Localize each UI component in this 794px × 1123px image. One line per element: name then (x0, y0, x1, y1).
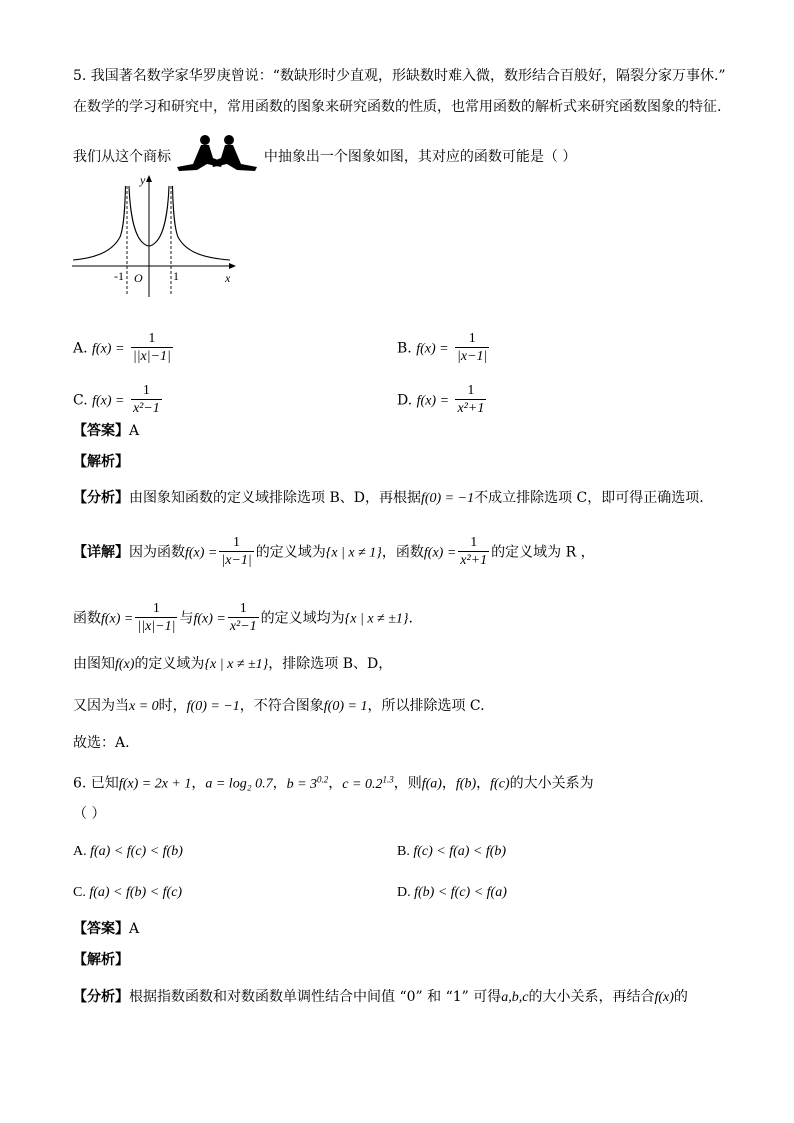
xj3-text-c: ，排除选项 B、D， (268, 656, 393, 672)
q5-stem-line2: 在数学的学习和研究中，常用函数的图象来研究函数的性质，也常用函数的解析式来研究函数图象的特征. (73, 99, 722, 115)
fraction-denominator: |x−1| (457, 349, 488, 364)
xj4-text-c: ，不符合图象 (239, 698, 324, 714)
q6-paren: （ ） (73, 806, 106, 822)
answer-value: A (129, 921, 140, 937)
xj2-set: {x | x ≠ ±1} (344, 611, 409, 627)
xj4-text-d: ，所以排除选项 C. (367, 698, 485, 714)
q5-stem-line3-a: 我们从这个商标 (73, 149, 171, 165)
q5-xiangjie-line1 (73, 535, 595, 570)
xj1-text-d: 的定义域为 R ， (491, 544, 595, 561)
xj3-text-b: 的定义域为 (134, 656, 205, 672)
xj1-lhs-2: f(x) = (423, 545, 457, 561)
xj4-text-a: 又因为当 (73, 698, 129, 714)
q6-text-c: 的大小关系为 (509, 775, 594, 792)
option-key: B. (397, 340, 412, 357)
q6-c-exp: 1.3 (382, 774, 394, 784)
y-axis-label: y (140, 173, 146, 187)
fraction-denominator: x²+1 (460, 553, 488, 568)
q6-fc: f(c) (490, 776, 510, 792)
q6-option-b[interactable] (397, 842, 506, 862)
q6-stem-line1: 6. 已知f(x) = 2x + 1，a = log₂ 0.7，$b = 3^{0.2}$，$c = 0.2^{1.3}$，则f(a)，f(b)，f(c)的大小关系为 (73, 774, 594, 792)
option-key: D. (397, 392, 413, 409)
fraction-numerator: 1 (468, 331, 476, 346)
q6-b-def: b = 3 (286, 776, 318, 792)
tick-label-one: 1 (173, 269, 179, 283)
xj2-text-b: 与 (179, 610, 194, 627)
tick-label-neg-one: -1 (114, 269, 124, 283)
option-key: C. (73, 885, 86, 900)
xj2-text-a: 函数 (73, 610, 101, 627)
origin-label: O (134, 271, 143, 285)
xj1-fraction-2 (458, 535, 489, 570)
q5-xiangjie-line2 (73, 601, 413, 636)
xj4-math-3: f(0) = 1 (323, 699, 368, 714)
fenxi-vars: a,b,c (501, 990, 529, 1005)
option-lhs: f(x) = (92, 393, 125, 409)
answer-value: A (129, 423, 140, 439)
q5-analysis-tag (73, 452, 129, 472)
fraction-denominator: |x−1| (221, 553, 252, 568)
xj2-text-c: 的定义域均为 (260, 610, 345, 627)
xj1-text-b: 的定义域为 (255, 544, 326, 561)
fenxi-tag: 【分析】 (73, 490, 129, 506)
q5-xiangjie-line3 (73, 654, 392, 675)
fraction-numerator: 1 (148, 331, 156, 346)
q5-option-b[interactable] (397, 331, 491, 366)
option-expr: f(b) < f(c) < f(a) (414, 885, 507, 900)
option-lhs: f(x) = (416, 393, 450, 409)
fenxi-text-a: 根据指数函数和对数函数单调性结合中间值 “0” 和 “1” 可得 (129, 989, 502, 1005)
option-key: B. (397, 844, 410, 859)
curve-right-branch (173, 186, 231, 260)
xj2-fraction-1 (135, 601, 177, 636)
option-key: A. (73, 340, 88, 357)
fenxi-tag: 【分析】 (73, 989, 129, 1005)
xj3-fx: f(x) (115, 657, 135, 672)
curve-left-branch (73, 186, 126, 260)
answer-tag: 【答案】 (73, 921, 129, 937)
analysis-tag: 【解析】 (73, 454, 129, 470)
q5-answer (73, 421, 139, 441)
fraction-numerator: 1 (142, 383, 150, 398)
fraction-numerator: 1 (239, 601, 247, 616)
fenxi-math: f(0) = −1 (420, 491, 475, 506)
option-lhs: f(x) = (416, 341, 449, 357)
q6-fb: f(b) (455, 776, 477, 792)
xj4-math-1: x = 0 (129, 699, 159, 714)
q5-function-graph (70, 172, 240, 302)
option-expr: f(c) < f(a) < f(b) (413, 844, 507, 859)
q5-option-a[interactable] (73, 331, 175, 366)
option-fraction (131, 331, 173, 366)
q6-fenxi (73, 987, 688, 1008)
option-key: A. (73, 844, 87, 859)
xj4-text-b: 时， (158, 698, 187, 714)
xj3-set: {x | x ≠ ±1} (204, 657, 269, 672)
xj1-lhs-1: f(x) = (185, 545, 218, 561)
fraction-numerator: 1 (233, 535, 241, 550)
fenxi-fx: f(x) (654, 990, 674, 1005)
xj2-lhs-2: f(x) = (193, 611, 226, 627)
q6-c-def: c = 0.2 (342, 776, 383, 792)
fraction-denominator: x²+1 (457, 401, 485, 416)
x-axis-label: x (225, 271, 231, 285)
xj1-text-a: 因为函数 (129, 544, 185, 561)
q6-fx-def: f(x) = 2x + 1 (118, 776, 192, 792)
fraction-numerator: 1 (152, 601, 160, 616)
option-key: D. (397, 885, 411, 900)
q5-stem-line3-b: 中抽象出一个图象如图，其对应的函数可能是（ ） (263, 149, 577, 165)
xj4-math-2: f(0) = −1 (186, 699, 240, 714)
q5-fenxi (73, 488, 704, 509)
xj1-set: {x | x ≠ 1} (325, 545, 382, 561)
xj1-text-c: ，函数 (381, 544, 424, 561)
q6-text-a: 6. 已知 (73, 775, 119, 792)
option-fraction (455, 383, 486, 418)
xj2-lhs-1: f(x) = (101, 611, 134, 627)
q6-text-b: ，则 (393, 775, 422, 792)
fenxi-text-a: 由图象知函数的定义域排除选项 B、D，再根据 (129, 490, 421, 506)
q5-option-c[interactable] (73, 383, 164, 418)
analysis-tag: 【解析】 (73, 952, 129, 968)
q6-option-a[interactable] (73, 842, 183, 862)
xj1-fraction-1 (219, 535, 253, 570)
fenxi-text-c: 的 (673, 989, 688, 1005)
option-fraction (455, 331, 489, 366)
fenxi-text-b: 的大小关系，再结合 (528, 989, 655, 1005)
fraction-denominator: ||x|−1| (132, 349, 171, 364)
q6-a-def: a = log₂ 0.7 (205, 776, 273, 792)
q5-option-d[interactable] (397, 383, 488, 418)
q5-choose: 故选：A. (73, 735, 130, 751)
fraction-denominator: x²−1 (229, 619, 257, 634)
fenxi-text-b: 不成立排除选项 C，即可得正确选项. (474, 490, 704, 506)
fraction-numerator: 1 (470, 535, 478, 550)
q6-option-c[interactable] (73, 883, 182, 903)
x-axis-arrow-icon (229, 263, 236, 269)
xiangjie-tag: 【详解】 (73, 544, 129, 561)
q5-stem-line1: 5. 我国著名数学家华罗庚曾说：“数缺形时少直观，形缺数时难入微，数形结合百般好，隔裂分家万事休.” (73, 68, 726, 84)
q6-answer (73, 919, 139, 939)
option-expr: f(a) < f(b) < f(c) (89, 885, 183, 900)
q6-fa: f(a) (421, 776, 442, 792)
fraction-numerator: 1 (467, 383, 475, 398)
fraction-denominator: ||x|−1| (137, 619, 176, 634)
q5-xiangjie-line4 (73, 696, 485, 717)
q6-b-exp: 0.2 (317, 774, 329, 784)
option-key: C. (73, 392, 88, 409)
xj2-fraction-2 (228, 601, 259, 636)
xj2-text-d: . (408, 610, 413, 627)
option-fraction (131, 383, 162, 418)
q6-analysis-tag (73, 950, 129, 970)
xj3-text-a: 由图知 (73, 656, 115, 672)
answer-tag: 【答案】 (73, 423, 129, 439)
y-axis-arrow-icon (146, 175, 152, 182)
option-lhs: f(x) = (92, 341, 125, 357)
q6-option-d[interactable] (397, 883, 507, 903)
fraction-denominator: x²−1 (132, 401, 160, 416)
option-expr: f(a) < f(c) < f(b) (90, 844, 183, 859)
